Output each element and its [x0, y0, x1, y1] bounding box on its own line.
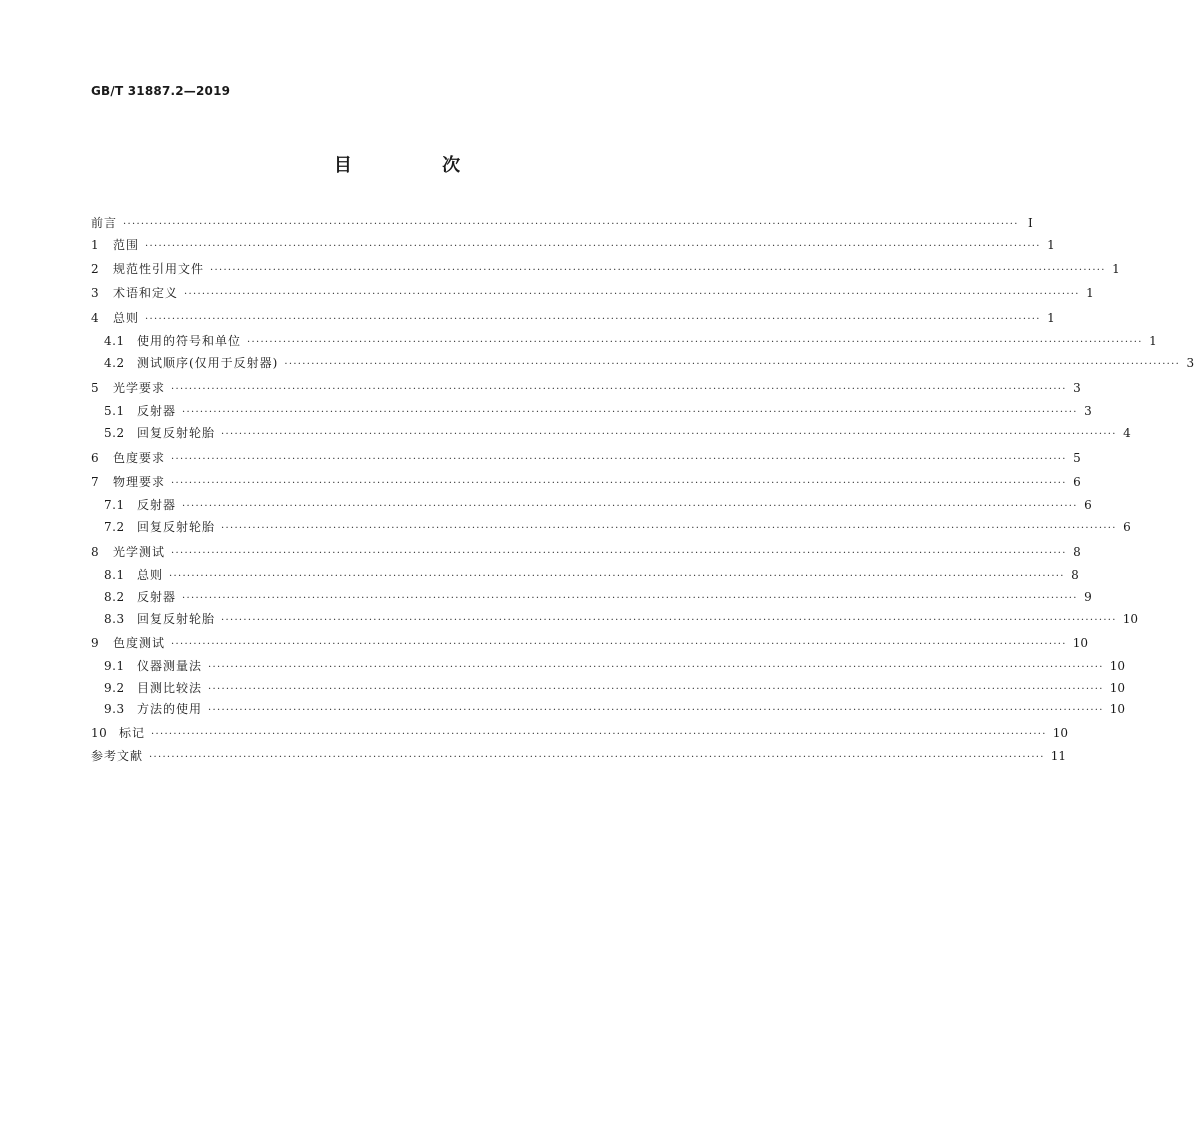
toc-entry[interactable]: [91, 309, 1055, 327]
toc-entry[interactable]: [104, 657, 1126, 675]
toc-entry-text: 反射器: [137, 590, 177, 604]
toc-entry[interactable]: [104, 588, 1092, 606]
toc-entry-page: 10: [1122, 612, 1139, 626]
toc-entry-number: 1: [91, 238, 100, 252]
toc-entry-number: 5: [91, 381, 100, 395]
toc-entry-page: 6: [1073, 475, 1081, 489]
toc-entry-page: 6: [1123, 520, 1131, 534]
toc-entry-text: 范围: [113, 238, 140, 252]
toc-entry-text: 回复反射轮胎: [137, 426, 216, 440]
toc-entry-label: [104, 657, 202, 675]
toc-entry[interactable]: [104, 518, 1131, 536]
toc-entry-number: 5.2: [104, 426, 125, 440]
toc-entry-label: [91, 747, 143, 765]
toc-entry-number: 9: [91, 636, 100, 650]
toc-entry-page: 3: [1186, 356, 1194, 370]
toc-entry-page: 10: [1109, 702, 1126, 716]
toc-dot-leader: ········································································································································································································: [221, 429, 1117, 440]
toc-entry-number: 8: [91, 545, 100, 559]
toc-dot-leader: ········································································································································································································: [247, 337, 1143, 348]
toc-entry-text: 测试顺序(仅用于反射器): [137, 356, 279, 370]
toc-dot-leader: ········································································································································································································: [145, 241, 1041, 252]
toc-entry-page: 1: [1047, 311, 1055, 325]
toc-entry-page: 3: [1084, 404, 1092, 418]
toc-entry[interactable]: [104, 332, 1157, 350]
toc-entry-label: [91, 449, 165, 467]
toc-entry-number: 7.1: [104, 498, 125, 512]
toc-entry[interactable]: [91, 724, 1069, 742]
toc-entry-number: 8.2: [104, 590, 125, 604]
toc-entry-page: I: [1028, 216, 1033, 230]
toc-entry-label: [91, 543, 165, 561]
toc-entry-label: [91, 724, 145, 742]
toc-entry-text: 规范性引用文件: [113, 262, 205, 276]
toc-dot-leader: ········································································································································································································: [184, 289, 1080, 300]
toc-entry-label: [104, 679, 202, 697]
toc-entry-label: [104, 402, 176, 420]
toc-entry-page: 1: [1149, 334, 1157, 348]
toc-entry-text: 回复反射轮胎: [137, 520, 216, 534]
toc-entry-text: 方法的使用: [137, 702, 203, 716]
toc-entry-text: 物理要求: [113, 475, 166, 489]
toc-entry[interactable]: [91, 449, 1081, 467]
toc-entry[interactable]: [91, 473, 1081, 491]
toc-entry-text: 色度要求: [113, 451, 166, 465]
toc-entry-label: [91, 309, 139, 327]
toc-entry-label: [91, 379, 165, 397]
toc-entry-number: 6: [91, 451, 100, 465]
toc-entry-label: [104, 424, 215, 442]
toc-entry-text: 前言: [91, 216, 118, 230]
toc-entry-page: 3: [1073, 381, 1081, 395]
toc-entry[interactable]: [104, 496, 1092, 514]
toc-entry-text: 目测比较法: [137, 681, 203, 695]
toc-entry-label: [91, 260, 204, 278]
toc-entry[interactable]: [91, 214, 1033, 232]
toc-entry[interactable]: [91, 379, 1081, 397]
toc-entry-text: 光学要求: [113, 381, 166, 395]
toc-entry-text: 反射器: [137, 498, 177, 512]
toc-entry-number: 10: [91, 726, 108, 740]
toc-entry-number: 4.1: [104, 334, 125, 348]
toc-dot-leader: ········································································································································································································: [145, 314, 1041, 325]
toc-entry-label: [91, 214, 117, 232]
toc-dot-leader: ········································································································································································································: [171, 548, 1067, 559]
toc-entry[interactable]: [91, 236, 1055, 254]
toc-entry-page: 10: [1109, 681, 1126, 695]
toc-dot-leader: ········································································································································································································: [123, 219, 1019, 230]
toc-entry-label: [91, 634, 165, 652]
toc-entry-text: 术语和定义: [113, 286, 179, 300]
toc-entry-text: 参考文献: [91, 749, 144, 763]
toc-entry-text: 总则: [113, 311, 140, 325]
toc-dot-leader: ········································································································································································································: [151, 729, 1047, 740]
toc-entry[interactable]: [104, 402, 1092, 420]
toc-entry-page: 1: [1112, 262, 1120, 276]
toc-entry[interactable]: [104, 610, 1139, 628]
toc-entry[interactable]: [104, 679, 1126, 697]
toc-entry-number: 7.2: [104, 520, 125, 534]
toc-entry-page: 10: [1072, 636, 1089, 650]
toc-entry-page: 10: [1052, 726, 1069, 740]
toc-entry[interactable]: [104, 700, 1126, 718]
toc-entry-text: 回复反射轮胎: [137, 612, 216, 626]
toc-entry-number: 9.3: [104, 702, 125, 716]
toc-title: 目 次: [333, 155, 503, 176]
toc-entry[interactable]: [104, 566, 1079, 584]
toc-dot-leader: ········································································································································································································: [171, 384, 1067, 395]
toc-entry-label: [104, 518, 215, 536]
toc-entry[interactable]: [91, 634, 1089, 652]
toc-dot-leader: ········································································································································································································: [171, 478, 1067, 489]
toc-entry-number: 5.1: [104, 404, 125, 418]
toc-entry[interactable]: [91, 543, 1081, 561]
toc-dot-leader: ········································································································································································································: [208, 684, 1104, 695]
toc-entry-number: 3: [91, 286, 100, 300]
toc-entry-page: 4: [1123, 426, 1131, 440]
toc-entry-page: 6: [1084, 498, 1092, 512]
toc-entry-label: [91, 284, 178, 302]
toc-entry-label: [104, 588, 176, 606]
toc-dot-leader: ········································································································································································································: [182, 407, 1078, 418]
toc-dot-leader: ········································································································································································································: [210, 265, 1106, 276]
toc-entry-text: 标记: [119, 726, 146, 740]
toc-dot-leader: ········································································································································································································: [149, 752, 1045, 763]
toc-entry-text: 总则: [137, 568, 164, 582]
toc-entry-label: [104, 354, 278, 372]
toc-entry-page: 1: [1047, 238, 1055, 252]
toc-entry[interactable]: [91, 284, 1094, 302]
toc-dot-leader: ········································································································································································································: [171, 454, 1067, 465]
toc-entry[interactable]: [104, 354, 1194, 372]
toc-entry-text: 仪器测量法: [137, 659, 203, 673]
toc-entry[interactable]: [91, 260, 1120, 278]
toc-dot-leader: ········································································································································································································: [182, 593, 1078, 604]
toc-dot-leader: ········································································································································································································: [208, 705, 1104, 716]
toc-entry-number: 4.2: [104, 356, 125, 370]
toc-entry-page: 11: [1050, 749, 1067, 763]
standard-code: GB/T 31887.2—2019: [91, 84, 231, 98]
toc-entry-number: 4: [91, 311, 100, 325]
toc-entry-number: 8.3: [104, 612, 125, 626]
toc-entry-label: [104, 700, 202, 718]
toc-entry-label: [104, 610, 215, 628]
toc-dot-leader: ········································································································································································································: [208, 662, 1104, 673]
toc-entry-label: [91, 473, 165, 491]
toc-entry-page: 10: [1109, 659, 1126, 673]
toc-entry[interactable]: [104, 424, 1131, 442]
toc-entry-label: [91, 236, 139, 254]
toc-entry-page: 9: [1084, 590, 1092, 604]
toc-entry-number: 2: [91, 262, 100, 276]
toc-entry-text: 使用的符号和单位: [137, 334, 242, 348]
toc-entry-label: [104, 566, 163, 584]
toc-entry-page: 5: [1073, 451, 1081, 465]
toc-entry[interactable]: [91, 747, 1067, 765]
toc-entry-page: 8: [1073, 545, 1081, 559]
toc-dot-leader: ········································································································································································································: [169, 571, 1065, 582]
toc-entry-text: 反射器: [137, 404, 177, 418]
toc-entry-label: [104, 332, 241, 350]
toc-dot-leader: ········································································································································································································: [221, 523, 1117, 534]
toc-dot-leader: ········································································································································································································: [171, 639, 1067, 650]
toc-dot-leader: ········································································································································································································: [284, 359, 1181, 370]
toc-entry-number: 7: [91, 475, 100, 489]
toc-entry-page: 8: [1071, 568, 1079, 582]
toc-entry-text: 光学测试: [113, 545, 166, 559]
toc-dot-leader: ········································································································································································································: [221, 615, 1117, 626]
toc-entry-number: 8.1: [104, 568, 125, 582]
toc-entry-label: [104, 496, 176, 514]
toc-entry-page: 1: [1086, 286, 1094, 300]
toc-entry-number: 9.1: [104, 659, 125, 673]
toc-dot-leader: ········································································································································································································: [182, 501, 1078, 512]
toc-entry-number: 9.2: [104, 681, 125, 695]
toc-entry-text: 色度测试: [113, 636, 166, 650]
